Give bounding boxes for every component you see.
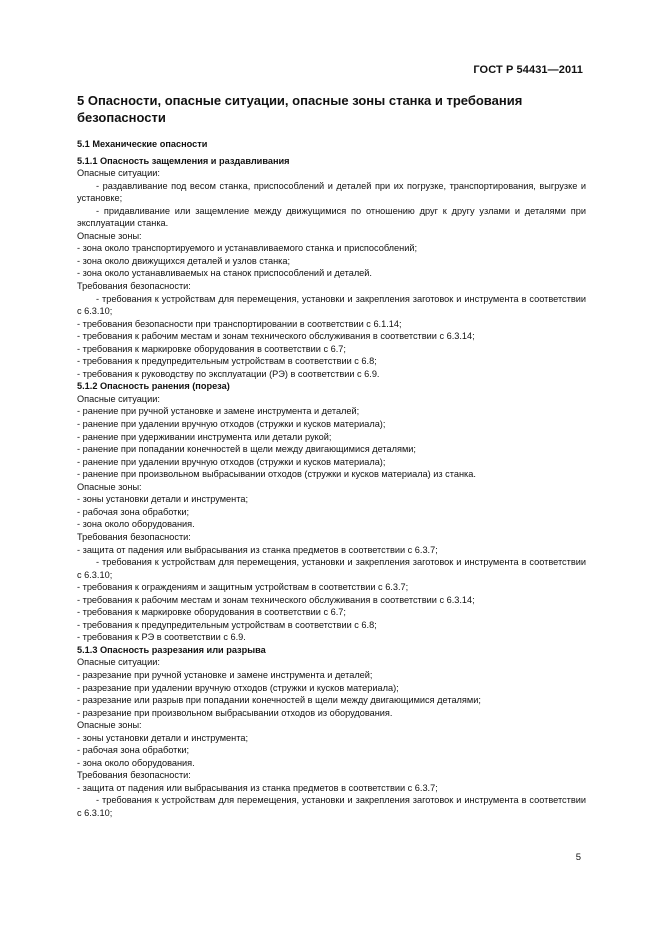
- list-item: - требования к руководству по эксплуатации (РЭ) в соответствии с 6.9.: [77, 368, 380, 379]
- list-item: - требования к маркировке оборудования в соответствии с 6.7;: [77, 607, 346, 618]
- clause-5-1-3-title: 5.1.3 Опасность разрезания или разрыва: [77, 644, 266, 655]
- section-title: 5 Опасности, опасные ситуации, опасные зоны станка и требования безопасности: [77, 93, 523, 125]
- list-item: - требования к устройствам для перемещения, установки и закрепления заготовок и инструмента в соответствии с 6.3.10;: [77, 557, 586, 580]
- list-item: - рабочая зона обработки;: [77, 745, 190, 756]
- list-item: - зона около устанавливаемых на станок приспособлений и деталей.: [77, 268, 372, 279]
- list-item: - требования безопасности при транспортировании в соответствии с 6.1.14;: [77, 318, 402, 329]
- list-item: - разрезание при ручной установке и замене инструмента и деталей;: [77, 669, 373, 680]
- list-item: - требования к устройствам для перемещения, установки и закрепления заготовок и инструмента в соответствии с 6.3.10;: [77, 293, 586, 317]
- document-body: [58, 138, 586, 820]
- clause-5-1-1-title: 5.1.1 Опасность защемления и раздавливания: [77, 155, 290, 166]
- list-item: - ранение при произвольном выбрасывании отходов (стружки и кусков материала) из станка.: [77, 469, 476, 480]
- list-item: - защита от падения или выбрасывания из станка предметов в соответствии с 6.3.7;: [77, 544, 438, 555]
- list-item: - требования к рабочим местам и зонам технического обслуживания в соответствии с 6.3.14;: [77, 594, 475, 605]
- list-item: - разрезание или разрыв при попадании конечностей в щели между двигающимися деталями;: [77, 695, 481, 706]
- list-item: - раздавливание под весом станка, приспособлений и деталей при их погрузке, транспортирования, выгрузке и установке;: [77, 180, 586, 204]
- list-item: - ранение при удалении вручную отходов (стружки и кусков материала);: [77, 456, 386, 467]
- clause-5-1-2-title: 5.1.2 Опасность ранения (пореза): [77, 381, 230, 392]
- list-item: - придавливание или защемление между движущимися по отношению друг к другу узлами и деталями при эксплуатации станка.: [77, 205, 586, 229]
- safety-requirements-label: Требования безопасности:: [77, 281, 191, 292]
- safety-requirements-label: Требования безопасности:: [77, 531, 191, 542]
- list-item: - требования к предупредительным устройствам в соответствии с 6.8;: [77, 619, 377, 630]
- list-item: - зона около оборудования.: [77, 519, 195, 530]
- list-item: - зона около транспортируемого и устанавливаемого станка и приспособлений;: [77, 243, 418, 254]
- list-item: - требования к маркировке оборудования в соответствии с 6.7;: [77, 343, 346, 354]
- list-item: - разрезание при произвольном выбрасывании отходов из оборудования.: [77, 707, 393, 718]
- hazard-situations-label: Опасные ситуации:: [77, 393, 160, 404]
- subsection-title: 5.1 Механические опасности: [77, 139, 208, 149]
- list-item: - разрезание при удалении вручную отходов (стружки и кусков материала);: [77, 682, 399, 693]
- list-item: - зоны установки детали и инструмента;: [77, 494, 249, 505]
- list-item: - зона около оборудования.: [77, 757, 195, 768]
- list-item: - требования к РЭ в соответствии с 6.9.: [77, 632, 246, 643]
- hazard-zones-label: Опасные зоны:: [77, 720, 142, 731]
- list-item: - требования к предупредительным устройствам в соответствии с 6.8;: [77, 356, 377, 367]
- list-item: - защита от падения или выбрасывания из станка предметов в соответствии с 6.3.7;: [77, 782, 438, 793]
- list-item: - рабочая зона обработки;: [77, 506, 190, 517]
- list-item: - ранение при попадании конечностей в щели между двигающимися деталями;: [77, 444, 416, 455]
- hazard-zones-label: Опасные зоны:: [77, 230, 142, 241]
- list-item: - требования к ограждениям и защитным устройствам в соответствии с 6.3.7;: [77, 582, 409, 593]
- standard-header: ГОСТ Р 54431—2011: [473, 64, 583, 76]
- list-item: - ранение при удерживании инструмента или детали рукой;: [77, 431, 332, 442]
- hazard-zones-label: Опасные зоны:: [77, 481, 142, 492]
- list-item: - требования к рабочим местам и зонам технического обслуживания в соответствии с 6.3.14;: [77, 331, 475, 342]
- list-item: - ранение при ручной установке и замене инструмента и деталей;: [77, 406, 360, 417]
- safety-requirements-label: Требования безопасности:: [77, 770, 191, 781]
- list-item: - требования к устройствам для перемещения, установки и закрепления заготовок и инструмента в соответствии с 6.3.10;: [77, 795, 586, 818]
- hazard-situations-label: Опасные ситуации:: [77, 657, 160, 668]
- list-item: - зоны установки детали и инструмента;: [77, 732, 249, 743]
- hazard-situations-label: Опасные ситуации:: [77, 168, 160, 179]
- list-item: - зона около движущихся деталей и узлов станка;: [77, 255, 291, 266]
- list-item: - ранение при удалении вручную отходов (стружки и кусков материала);: [77, 419, 386, 430]
- page-number: 5: [575, 852, 581, 863]
